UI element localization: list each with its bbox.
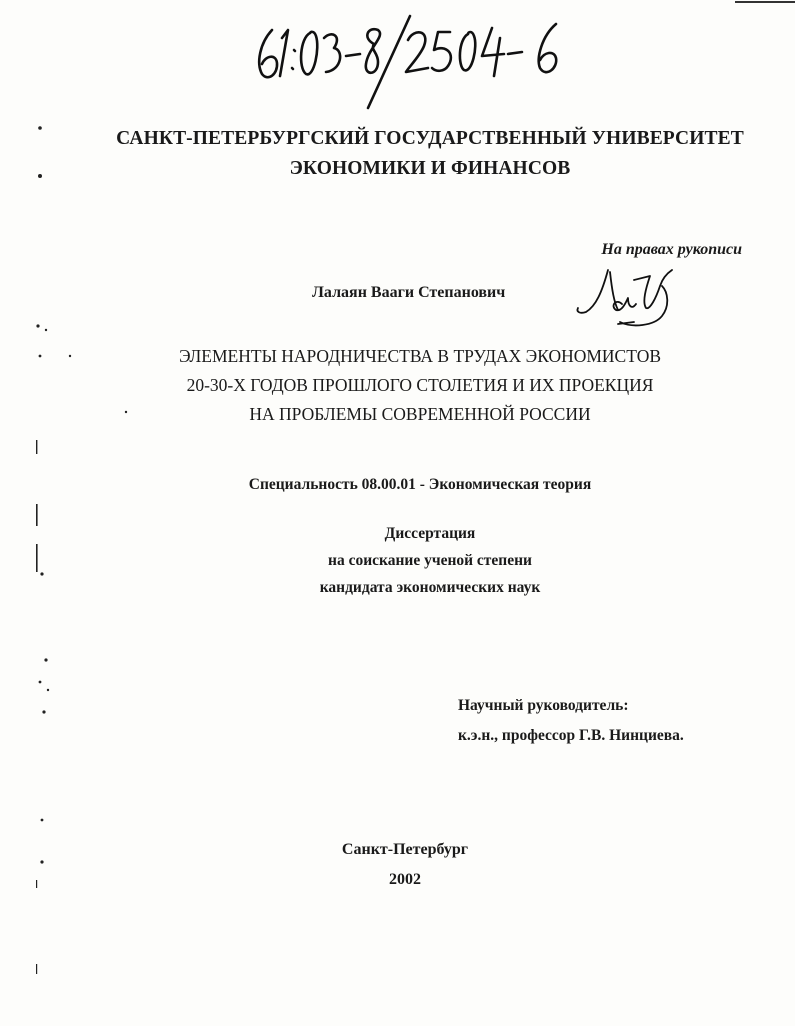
corner-mark: [735, 0, 795, 20]
degree-block: [200, 520, 660, 601]
author-name: Лалаян Вааги Степанович: [312, 284, 506, 301]
advisor-block: [458, 691, 778, 751]
university-name-line1: САНКТ-ПЕТЕРБУРГСКИЙ ГОСУДАРСТВЕННЫЙ УНИВЕРСИТЕТ: [116, 128, 744, 149]
advisor-name: к.э.н., профессор Г.В. Нинциева.: [458, 727, 684, 744]
year: 2002: [389, 871, 421, 888]
degree-line2: на соискание ученой степени: [328, 552, 532, 569]
handwritten-archive-code: [250, 8, 580, 118]
archive-code-handwriting: [250, 8, 580, 118]
thesis-title: [140, 342, 700, 429]
place-and-year: [250, 835, 560, 895]
thesis-title-line1: ЭЛЕМЕНТЫ НАРОДНИЧЕСТВА В ТРУДАХ ЭКОНОМИСТОВ: [178, 346, 662, 366]
degree-line1: Диссертация: [384, 525, 476, 542]
thesis-title-line2: 20-30-Х ГОДОВ ПРОШЛОГО СТОЛЕТИЯ И ИХ ПРОЕКЦИЯ: [186, 375, 654, 395]
thesis-title-line3: НА ПРОБЛЕМЫ СОВРЕМЕННОЙ РОССИИ: [249, 404, 591, 424]
university-name-line2: ЭКОНОМИКИ И ФИНАНСОВ: [289, 158, 571, 179]
advisor-label: Научный руководитель:: [458, 697, 629, 714]
university-header: [100, 124, 760, 184]
manuscript-rights-note: На правах рукописи: [601, 241, 742, 258]
degree-line3: кандидата экономических наук: [319, 579, 541, 596]
author-signature: [572, 262, 692, 342]
specialty-line: Специальность 08.00.01 - Экономическая теория: [248, 476, 592, 493]
city: Санкт-Петербург: [341, 841, 469, 858]
